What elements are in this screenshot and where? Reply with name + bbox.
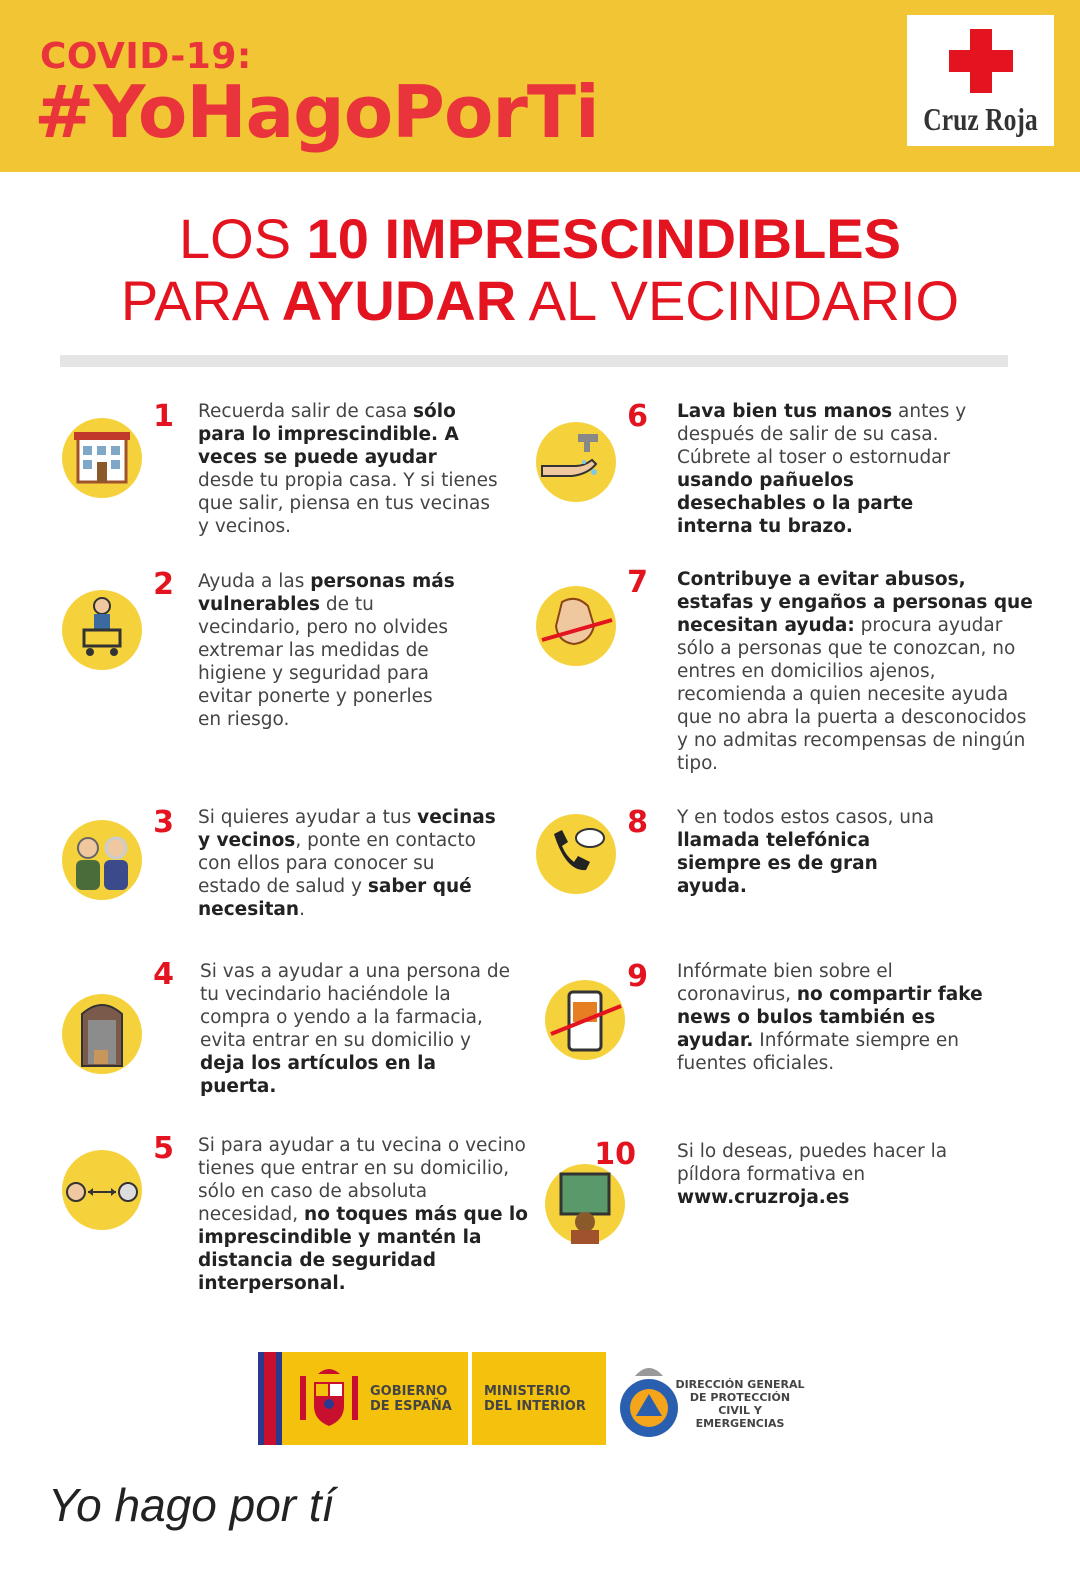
hand-washing-icon (534, 420, 618, 504)
gobierno-text: GOBIERNO DE ESPAÑA (370, 1384, 452, 1414)
ministerio-text: MINISTERIO DEL INTERIOR (484, 1384, 586, 1414)
covid-label: COVID-19: (40, 36, 252, 77)
divider (60, 355, 1008, 367)
title-imprescindibles: 10 IMPRESCINDIBLES (306, 207, 901, 270)
tip-number: 8 (627, 805, 648, 840)
coat-of-arms-icon (294, 1366, 364, 1432)
tip-text: Infórmate bien sobre el coronavirus, no compartir fake news o bulos también es ayudar. Infórmate siempre en fuentes oficiales. (677, 961, 983, 1074)
tip-text: Si quieres ayudar a tus vecinas y vecinos, ponte en contacto con ellos para conocer su estado de salud y saber qué necesitan. (198, 807, 496, 920)
cruz-roja-logo (907, 15, 1054, 146)
direccion-general-text: DIRECCIÓN GENERAL DE PROTECCIÓN CIVIL Y EMERGENCIAS (675, 1378, 805, 1430)
footer-separator (468, 1352, 472, 1445)
tip-number: 4 (153, 957, 174, 992)
tip-number: 2 (153, 567, 174, 602)
tip-number: 5 (153, 1131, 174, 1166)
tip-text: Ayuda a las personas más vulnerables de tu vecindario, pero no olvides extremar las medidas de higiene y seguridad para evitar ponerte y ponerles en riesgo. (198, 571, 455, 730)
shopping-cart-person-icon (60, 588, 144, 672)
tip-text: Si lo deseas, puedes hacer la píldora formativa en www.cruzroja.es (677, 1141, 948, 1208)
caption: Yo hago por tí (48, 1479, 335, 1531)
proteccion-civil-emblem-icon (617, 1358, 681, 1442)
spain-flag-icon (258, 1352, 282, 1445)
title-para: PARA (120, 269, 282, 332)
tip-number: 1 (153, 399, 174, 434)
tip-number: 6 (627, 399, 648, 434)
logo-text: Cruz Roja (923, 101, 1038, 137)
title-vecindario: AL VECINDARIO (516, 269, 960, 332)
tip-text: Y en todos estos casos, una llamada telefónica siempre es de gran ayuda. (677, 807, 935, 897)
tip-number: 7 (627, 565, 648, 600)
tip-number: 3 (153, 805, 174, 840)
tip-text: Recuerda salir de casa sólo para lo imprescindible. A veces se puede ayudar desde tu propia casa. Y si tienes que salir, piensa en tus vecinas y vecinos. (198, 401, 498, 537)
header-band (0, 0, 1080, 172)
tip-text: Contribuye a evitar abusos, estafas y engaños a personas que necesitan ayuda: procura ayudar sólo a personas que te conozcan, no entres en domicilios ajenos, recomienda a quien necesite ayuda que no abra la puerta a desconocidos y no admitas recompensas de ningún tipo. (677, 569, 1033, 774)
title-los: LOS (179, 207, 307, 270)
tip-text: Lava bien tus manos antes y después de salir de su casa. Cúbrete al toser o estornudar usando pañuelos desechables o la parte interna tu brazo. (677, 401, 967, 537)
tip-number: 10 (594, 1137, 636, 1172)
government-logo (258, 1352, 606, 1445)
title-ayudar: AYUDAR (281, 269, 517, 332)
hashtag-title: #YoHagoPorTi (34, 70, 599, 154)
tip-text: Si para ayudar a tu vecina o vecino tienes que entrar en su domicilio, sólo en caso de absoluta necesidad, no toques más que lo imprescindible y mantén la distancia de seguridad interpersonal. (198, 1135, 528, 1294)
main-title-line2 (0, 268, 1080, 333)
online-course-icon (543, 1162, 627, 1246)
tip-number: 9 (627, 959, 648, 994)
red-cross-icon (949, 29, 1013, 93)
tip-text: Si vas a ayudar a una persona de tu vecindario haciéndole la compra o yendo a la farmacia, evita entrar en su domicilio y deja los artículos en la puerta. (200, 961, 511, 1097)
main-title-line1 (0, 206, 1080, 271)
door-bag-icon (60, 992, 144, 1076)
